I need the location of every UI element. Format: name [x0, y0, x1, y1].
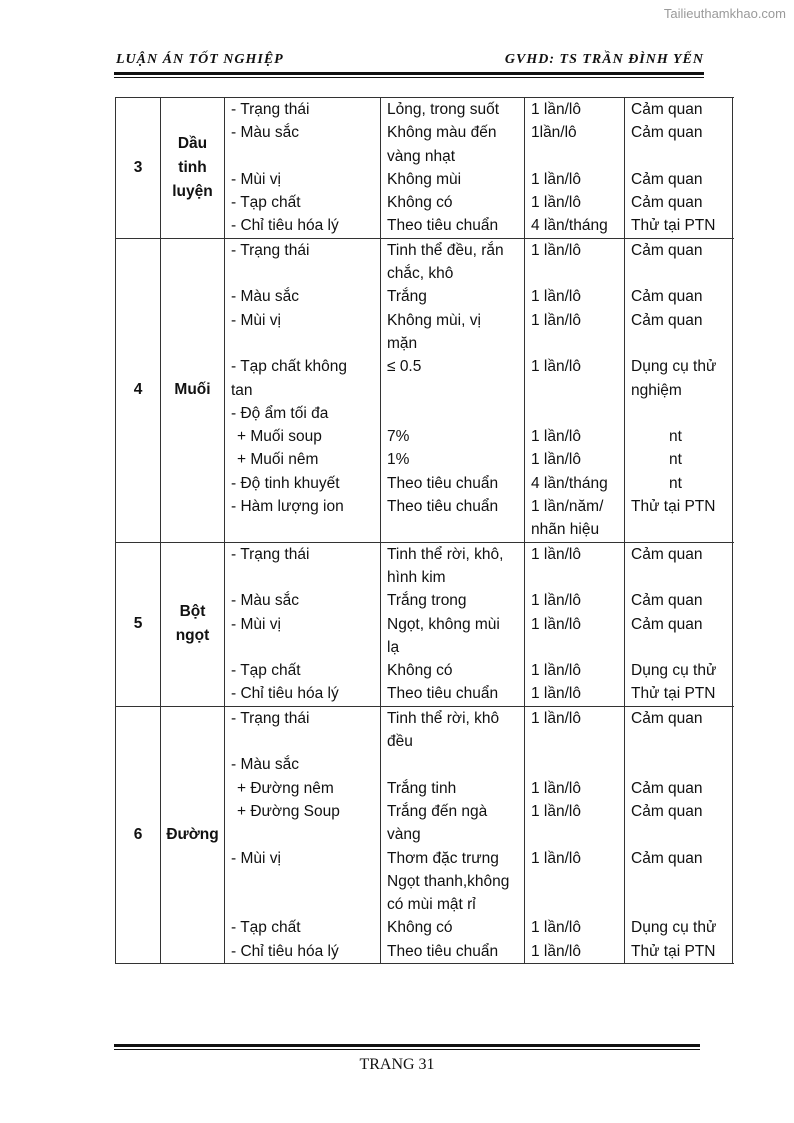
criterion-line: - Trạng thái [231, 241, 310, 259]
header-advisor: GVHD: TS TRẦN ĐÌNH YẾN [504, 52, 704, 67]
requirement-line: 1% [387, 451, 410, 469]
requirement-line: chắc, khô [387, 265, 454, 283]
method-line: Cảm quan [631, 101, 703, 118]
criterion-line: + Đường Soup [237, 802, 340, 820]
requirement-line: Theo tiêu chuẩn [387, 685, 499, 703]
frequency-cell [525, 98, 625, 239]
method-line [625, 823, 732, 846]
frequency-line: 1 lần/lô [531, 849, 581, 867]
method-line [625, 753, 732, 776]
method-cell [625, 706, 733, 963]
criterion-line: - Mùi vị [231, 849, 281, 867]
material-name [161, 98, 225, 239]
frequency-line: 1 lần/năm/ [531, 498, 604, 516]
requirement-line: lạ [387, 638, 400, 656]
criterion-line: - Tạp chất không [231, 358, 348, 376]
method-line: Cảm quan [631, 288, 703, 306]
frequency-line [525, 870, 624, 893]
frequency-line: 1 lần/lô [531, 942, 581, 960]
criterion-cell [225, 706, 381, 963]
header-rule-thick [114, 72, 704, 75]
requirement-line: Tinh thể rời, khô, [387, 545, 504, 563]
requirement-line: Trắng trong [387, 592, 467, 610]
material-name-line: tinh [178, 158, 207, 176]
method-line: Cảm quan [631, 124, 703, 142]
criterion-line: - Mùi vị [231, 170, 281, 188]
material-name-line: Đường [166, 825, 219, 843]
page-number: TRANG 31 [359, 1056, 435, 1073]
requirement-line: Không có [387, 662, 453, 680]
frequency-line: 1 lần/lô [531, 779, 581, 797]
header-rule-thin [114, 77, 704, 78]
criterion-line: + Đường nêm [237, 779, 334, 797]
criterion-line: - Chỉ tiêu hóa lý [231, 942, 339, 960]
requirement-cell [381, 98, 525, 239]
frequency-line [525, 893, 624, 916]
method-line: Cảm quan [631, 779, 703, 797]
method-cell [625, 542, 733, 706]
frequency-line: 1 lần/lô [531, 101, 581, 118]
method-line: Thử tại PTN [631, 217, 716, 235]
criterion-line: - Trạng thái [231, 545, 310, 563]
frequency-cell [525, 706, 625, 963]
frequency-line: 1 lần/lô [531, 919, 581, 937]
table-body [116, 98, 733, 964]
method-line: nt [669, 428, 682, 446]
frequency-line: 1 lần/lô [531, 615, 581, 633]
criterion-line [225, 823, 380, 846]
table-row [116, 706, 733, 963]
material-name-line: Bột [179, 603, 206, 621]
frequency-line: 1 lần/lô [531, 802, 581, 820]
item-number: 4 [116, 238, 161, 542]
requirement-line: hình kim [387, 568, 446, 586]
method-cell [625, 98, 733, 239]
criterion-line: - Trạng thái [231, 709, 310, 727]
requirement-line: Tinh thể rời, khô [387, 709, 500, 727]
method-line: nt [669, 474, 682, 492]
criterion-line [225, 636, 380, 659]
requirement-line: Tinh thể đều, rắn [387, 241, 504, 259]
method-line [625, 870, 732, 893]
requirement-cell [381, 706, 525, 963]
table-row [116, 238, 733, 542]
criterion-line: - Chỉ tiêu hóa lý [231, 685, 339, 703]
requirement-line [381, 379, 524, 402]
requirement-line: Không có [387, 194, 453, 212]
criterion-line: - Màu sắc [231, 756, 300, 774]
method-line [625, 893, 732, 916]
table-row [116, 98, 733, 239]
material-name [161, 238, 225, 542]
frequency-line: 1 lần/lô [531, 545, 581, 563]
frequency-line [525, 402, 624, 425]
requirement-line: Theo tiêu chuẩn [387, 942, 499, 960]
method-line: Dụng cụ thử [631, 358, 717, 376]
requirement-line: Ngọt, không mùi [387, 615, 500, 633]
requirement-line: Không màu đến [387, 124, 497, 142]
requirement-line [381, 402, 524, 425]
material-name-line: Muối [174, 381, 211, 399]
frequency-line: 1 lần/lô [531, 170, 581, 188]
frequency-cell [525, 238, 625, 542]
method-line [625, 145, 732, 168]
criterion-line [225, 145, 380, 168]
footer-rule-thick [114, 1044, 700, 1047]
footer-rule-thin [114, 1049, 700, 1050]
requirement-line: Trắng [387, 288, 427, 306]
criterion-cell [225, 98, 381, 239]
criterion-line: - Tạp chất [231, 194, 301, 212]
requirement-cell [381, 238, 525, 542]
material-name-line: ngọt [175, 627, 210, 645]
method-line: Cảm quan [631, 194, 703, 212]
frequency-line [525, 566, 624, 589]
frequency-line: 1 lần/lô [531, 428, 581, 446]
method-line: Thử tại PTN [631, 498, 716, 516]
method-line [625, 636, 732, 659]
material-name-line: luyện [172, 182, 213, 200]
frequency-line: 1 lần/lô [531, 451, 581, 469]
requirement-line: Lỏng, trong suốt [387, 101, 500, 118]
frequency-line: 4 lần/tháng [531, 217, 608, 235]
item-number: 6 [116, 706, 161, 963]
criterion-line [225, 518, 380, 541]
method-line [625, 402, 732, 425]
frequency-line [525, 145, 624, 168]
criterion-line: + Muối soup [237, 428, 322, 446]
frequency-line [525, 823, 624, 846]
frequency-line: 1lần/lô [531, 124, 577, 142]
requirement-line: Trắng tinh [387, 779, 457, 797]
frequency-line [525, 753, 624, 776]
criterion-cell [225, 238, 381, 542]
criterion-line: - Tạp chất [231, 662, 301, 680]
method-line: Cảm quan [631, 849, 703, 867]
criterion-line: - Hàm lượng ion [231, 498, 344, 516]
criterion-line: - Màu sắc [231, 288, 300, 306]
method-line: Cảm quan [631, 709, 703, 727]
requirement-line: Không mùi, vị [387, 311, 481, 329]
frequency-line: 1 lần/lô [531, 662, 581, 680]
method-line: nt [669, 451, 682, 469]
requirement-cell [381, 542, 525, 706]
criterion-line [225, 893, 380, 916]
criterion-line: + Muối nêm [237, 451, 319, 469]
requirement-line: mặn [387, 334, 418, 352]
frequency-line: nhãn hiệu [531, 521, 600, 539]
requirement-line: Không có [387, 919, 453, 937]
watermark: Tailieuthamkhao.com [663, 6, 786, 21]
requirement-line: đều [387, 733, 413, 751]
requirement-line: vàng nhạt [387, 147, 456, 165]
method-line: nghiệm [631, 381, 682, 399]
frequency-line [525, 332, 624, 355]
frequency-line [525, 636, 624, 659]
material-name [161, 706, 225, 963]
frequency-line: 1 lần/lô [531, 288, 581, 306]
frequency-line: 1 lần/lô [531, 709, 581, 727]
frequency-line: 1 lần/lô [531, 241, 581, 259]
method-cell [625, 238, 733, 542]
criterion-line: - Màu sắc [231, 592, 300, 610]
method-line: Thử tại PTN [631, 942, 716, 960]
requirement-line: ≤ 0.5 [387, 358, 422, 376]
criterion-line: - Mùi vị [231, 615, 281, 633]
requirement-line: 7% [387, 428, 410, 446]
material-name [161, 542, 225, 706]
criterion-line: - Độ ẩm tối đa [231, 404, 329, 422]
criterion-line: - Trạng thái [231, 101, 310, 118]
frequency-line: 1 lần/lô [531, 194, 581, 212]
item-number: 5 [116, 542, 161, 706]
criterion-line [225, 262, 380, 285]
frequency-cell [525, 542, 625, 706]
requirement-line: Không mùi [387, 170, 462, 188]
frequency-line: 1 lần/lô [531, 592, 581, 610]
method-line: Cảm quan [631, 241, 703, 259]
requirement-line: Trắng đến ngà [387, 802, 488, 820]
frequency-line: 1 lần/lô [531, 311, 581, 329]
criterion-line: tan [231, 381, 253, 399]
method-line: Cảm quan [631, 545, 703, 563]
header-thesis-title: LUẬN ÁN TỐT NGHIỆP [116, 52, 284, 67]
frequency-line [525, 262, 624, 285]
method-line: Cảm quan [631, 311, 703, 329]
criterion-line [225, 332, 380, 355]
method-line: Cảm quan [631, 592, 703, 610]
criterion-line: - Chỉ tiêu hóa lý [231, 217, 339, 235]
frequency-line [525, 379, 624, 402]
requirement-line: có mùi mật rỉ [387, 896, 476, 914]
method-line [625, 518, 732, 541]
method-line: Cảm quan [631, 170, 703, 188]
requirement-line: Theo tiêu chuẩn [387, 498, 499, 516]
criterion-line: - Màu sắc [231, 124, 300, 142]
criterion-line [225, 730, 380, 753]
criterion-line: - Mùi vị [231, 311, 281, 329]
requirement-line [381, 753, 524, 776]
requirement-line: Theo tiêu chuẩn [387, 474, 499, 492]
requirement-line: Theo tiêu chuẩn [387, 217, 499, 235]
item-number: 3 [116, 98, 161, 239]
frequency-line: 1 lần/lô [531, 358, 581, 376]
quality-control-table [115, 97, 733, 964]
method-line [625, 730, 732, 753]
criterion-cell [225, 542, 381, 706]
frequency-line: 1 lần/lô [531, 685, 581, 703]
method-line: Thử tại PTN [631, 685, 716, 703]
criterion-line: - Độ tinh khuyết [231, 474, 340, 492]
frequency-line: 4 lần/tháng [531, 474, 608, 492]
method-line: Dụng cụ thử [631, 919, 717, 937]
requirement-line: Thơm đặc trưng [387, 849, 499, 867]
frequency-line [525, 730, 624, 753]
criterion-line [225, 566, 380, 589]
criterion-line: - Tạp chất [231, 919, 301, 937]
method-line: Cảm quan [631, 615, 703, 633]
method-line [625, 332, 732, 355]
method-line: Dụng cụ thử [631, 662, 717, 680]
material-name-line: Dầu [177, 134, 208, 152]
method-line [625, 566, 732, 589]
method-line: Cảm quan [631, 802, 703, 820]
criterion-line [225, 870, 380, 893]
requirement-line: Ngọt thanh,không [387, 872, 510, 890]
requirement-line: vàng [387, 826, 421, 844]
requirement-line [381, 518, 524, 541]
method-line [625, 262, 732, 285]
table-row [116, 542, 733, 706]
